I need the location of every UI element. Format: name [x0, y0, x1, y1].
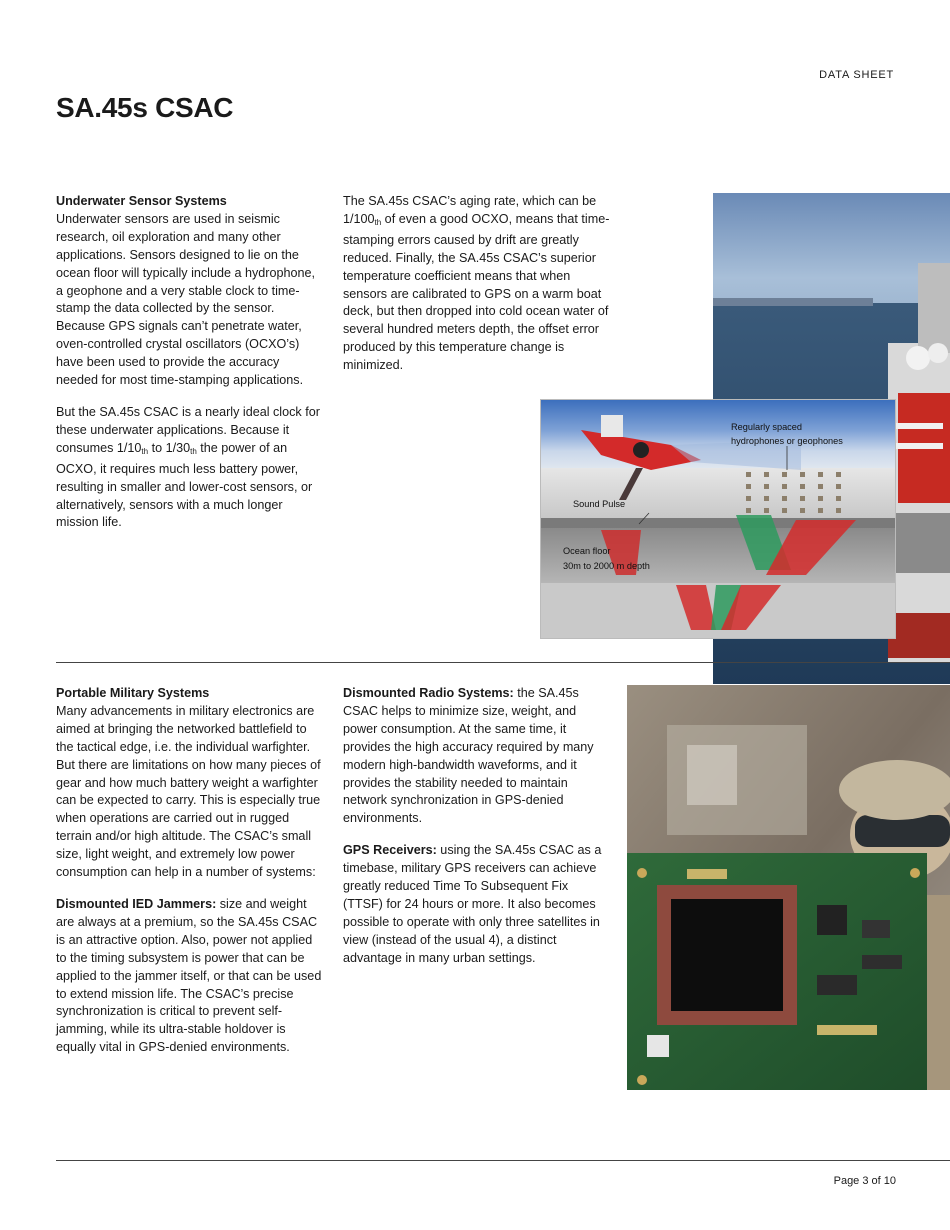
- radio-systems-paragraph: Dismounted Radio Systems: the SA.45s CSAC helps to minimize size, weight, and power consumption. At the same time, it provides the high accuracy required by many modern high-bandwidth waveforms, and it provides the stability needed to maintain network synchronization in GPS-denied environments.: [343, 686, 594, 826]
- document-type-label: DATA SHEET: [819, 69, 894, 81]
- underwater-paragraph-1: Underwater sensors are used in seismic research, oil exploration and many other applications. Sensors designed to lie on the ocean floor will typically include a hydrophone, a geophone and a very stable clock to time-stamp the data collected by the sensor. Because GPS signals can’t penetrate water, oven-controlled crystal oscillators (OCXO’s) have been used to provide the accuracy needed for most time-stamping applications.: [56, 211, 316, 388]
- underwater-paragraph-2: But the SA.45s CSAC is a nearly ideal clock for these underwater applications. Because it consumes $1/10_{th}$ to $1/30_{th}$ the power of an OCXO, it requires much less battery power, resulting in smaller and lower-cost sensors, or alternatively, sensors with a much longer mission life.: [56, 404, 320, 530]
- page-title: SA.45s CSAC: [56, 92, 234, 123]
- underwater-column-right: [343, 193, 611, 389]
- diagram-label-depth: 30m to 2000 m depth: [563, 561, 650, 571]
- footer-divider: [56, 1160, 950, 1161]
- ied-jammers-heading: Dismounted IED Jammers:: [56, 896, 217, 911]
- ied-jammers-paragraph: Dismounted IED Jammers: size and weight are always at a premium, so the SA.45s CSAC is an attractive option. Also, power not applied to the timing subsystem is power that can be applied to the jammer itself, or that can be used to extend mission life. The CSAC’s precise synchronization is critical to prevent self-jamming, while its ultra-stable holdover is equally vital in GPS-denied environments.: [56, 896, 322, 1055]
- diagram-label-hydrophones-2: hydrophones or geophones: [731, 436, 843, 446]
- gps-receivers-heading: GPS Receivers:: [343, 843, 437, 858]
- diagram-label-sound-pulse: Sound Pulse: [573, 499, 626, 509]
- page-number: Page 3 of 10: [833, 1175, 896, 1187]
- underwater-sensor-diagram: [540, 399, 896, 639]
- soldier-csac-board-photo: [627, 685, 950, 1090]
- underwater-heading: Underwater Sensor Systems: [56, 194, 227, 208]
- diagram-label-ocean-floor: Ocean floor: [563, 546, 611, 556]
- radio-systems-heading: Dismounted Radio Systems:: [343, 686, 514, 700]
- military-column-left: [56, 685, 324, 1071]
- diagram-label-hydrophones-1: Regularly spaced: [731, 422, 802, 432]
- underwater-paragraph-3: The SA.45s CSAC’s aging rate, which can be $1/100_{th}$ of even a good OCXO, means that time-stamping errors caused by drift are greatly reduced. Finally, the SA.45s CSAC’s superior temperature coefficient means that when sensors are calibrated to GPS on a warm boat deck, but then dropped into cold ocean water of several hundred meters depth, the offset error produced by this temperature change is minimized.: [343, 194, 610, 373]
- military-heading: Portable Military Systems: [56, 686, 210, 700]
- gps-receivers-paragraph: GPS Receivers: using the SA.45s CSAC as a timebase, military GPS receivers can achieve greatly reduced Time To Subsequent Fix (TTSF) for 24 hours or more. It also becomes possible to operate with only three satellites in view (instead of the usual 4), a distinct advantage in many urban settings.: [343, 843, 602, 965]
- military-paragraph-1: Many advancements in military electronics are aimed at bringing the networked battlefield to the tactical edge, i.e. the individual warfighter. But there are limitations on how many pieces of gear and how much battery weight a warfighter can be expected to carry. This is especially true when operations are carried out in rugged terrain and/or high altitude. The CSAC’s small size, light weight, and extremely low power consumption can help in a number of systems:: [56, 703, 321, 880]
- military-column-right: [343, 685, 611, 982]
- underwater-column-left: [56, 193, 324, 546]
- section-divider: [56, 662, 950, 663]
